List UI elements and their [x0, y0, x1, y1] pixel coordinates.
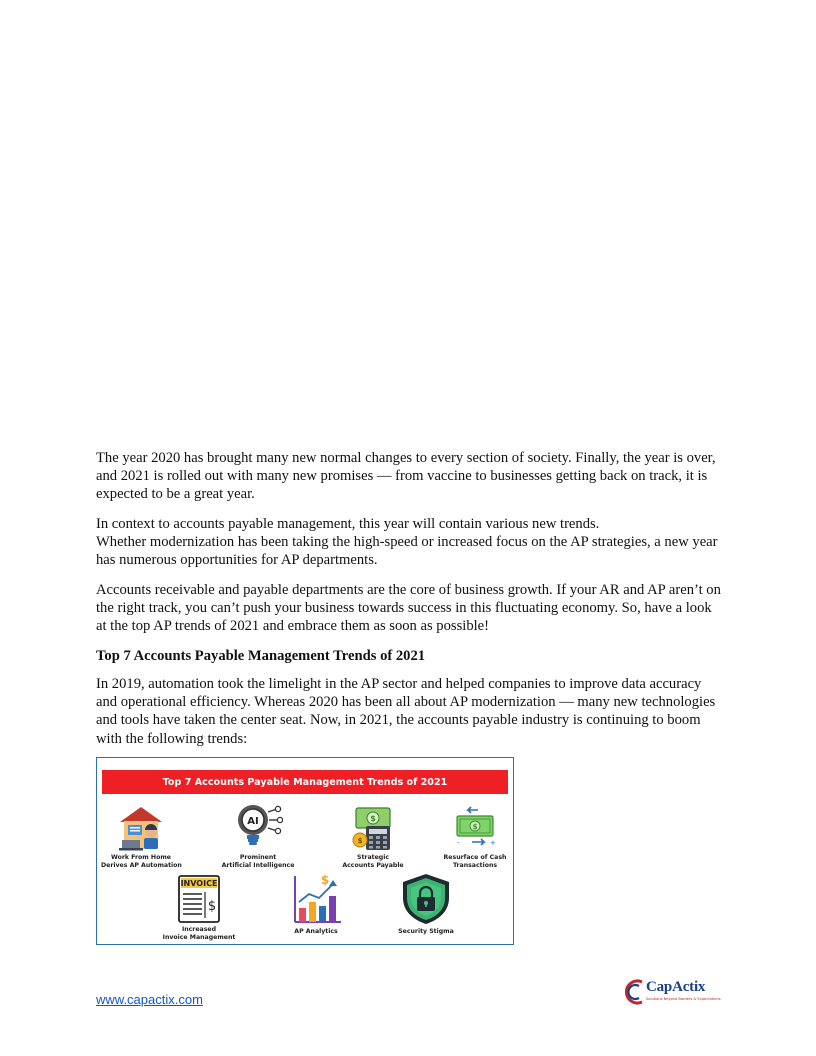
trend-label-line: Invoice Management: [162, 933, 236, 941]
trend-label: [333, 854, 413, 869]
trends-infographic: [96, 757, 514, 945]
website-link[interactable]: www.capactix.com: [96, 992, 203, 1007]
paragraph-ar-ap: [96, 581, 724, 636]
security-shield-icon: [399, 872, 453, 926]
trend-label: [386, 928, 466, 936]
trend-label-line: Security Stigma: [398, 928, 454, 935]
trend-invoice-management: [159, 874, 239, 941]
paragraph-trends-intro: [96, 675, 724, 748]
invoice-icon: [174, 874, 224, 924]
svg-text:-: -: [457, 839, 460, 847]
svg-text:$: $: [320, 873, 330, 887]
trend-label: [276, 928, 356, 936]
paragraph-text: The year 2020 has brought many new normal changes to every section of society. Finally, the year is over, and 2021 is rolled out with many new promises — from vaccine to businesses getting back on track, it is expected to be a great year.: [96, 450, 716, 503]
trend-ap-analytics: [276, 872, 356, 936]
remote-work-icon: [116, 804, 166, 852]
svg-text:$: $: [357, 837, 363, 845]
trend-label: [218, 854, 298, 869]
trend-label-line: Accounts Payable: [342, 861, 404, 869]
paragraph-text: In 2019, automation took the limelight in the AP sector and helped companies to improve data accuracy and operational efficiency. Whereas 2020 has been all about AP modernization — many new technologies and tools have taken the center seat. Now, in 2021, the accounts payable industry is continuing to boom with the following trends:: [96, 676, 716, 747]
svg-text:+: +: [490, 839, 496, 847]
trend-label: [101, 854, 181, 869]
logo-swoosh-icon: [622, 977, 646, 1007]
svg-text:$: $: [207, 899, 217, 914]
trend-label-line: Resurface of Cash: [443, 854, 507, 861]
trend-label-line: Transactions: [452, 861, 498, 869]
trend-label-line: AP Analytics: [294, 928, 338, 935]
invoice-icon-text: INVOICE: [180, 879, 218, 888]
section-heading: Top 7 Accounts Payable Management Trends of 2021: [96, 648, 426, 664]
analytics-chart-icon: [289, 872, 343, 926]
trend-label-line: Strategic: [356, 854, 389, 861]
capactix-logo: [622, 977, 722, 1007]
trend-label: [159, 926, 239, 941]
trend-label: [435, 854, 515, 869]
calculator-money-icon: [348, 804, 398, 852]
trend-label-line: Increased: [181, 926, 217, 933]
svg-text:$: $: [472, 823, 478, 831]
paragraph-text: Whether modernization has been taking the high-speed or increased focus on the AP strategies, a new year has numerous opportunities for AP departments.: [96, 534, 718, 569]
trend-resurface-cash: [435, 804, 515, 869]
trend-strategic-accounts-payable: [333, 804, 413, 869]
trend-label-line: Derives AP Automation: [101, 861, 182, 869]
trend-label-line: Artificial Intelligence: [221, 861, 295, 869]
trend-security-stigma: [386, 872, 466, 936]
trend-work-from-home: [101, 804, 181, 869]
logo-wordmark: CapActix: [646, 979, 706, 995]
infographic-banner: Top 7 Accounts Payable Management Trends of 2021: [102, 770, 508, 794]
ai-bulb-icon: [233, 802, 283, 852]
ai-icon-text: AI: [247, 816, 259, 827]
paragraph-text: Accounts receivable and payable departments are the core of business growth. If your AR and AP aren’t on the right track, you can’t push your business towards success in this fluctuating economy. So, have a look at the top AP trends of 2021 and embrace them as soon as possible!: [96, 582, 721, 635]
logo-tagline: Solutions Beyond Borders & Expectations: [646, 997, 721, 1001]
paragraph-context: [96, 515, 724, 570]
svg-text:$: $: [370, 814, 376, 823]
cash-transfer-icon: [450, 804, 500, 852]
paragraph-text: In context to accounts payable management, this year will contain various new trends.: [96, 516, 600, 532]
trend-label-line: Prominent: [239, 854, 277, 861]
trend-artificial-intelligence: [218, 802, 298, 869]
trend-label-line: Work From Home: [111, 854, 171, 861]
paragraph-intro: [96, 449, 724, 504]
